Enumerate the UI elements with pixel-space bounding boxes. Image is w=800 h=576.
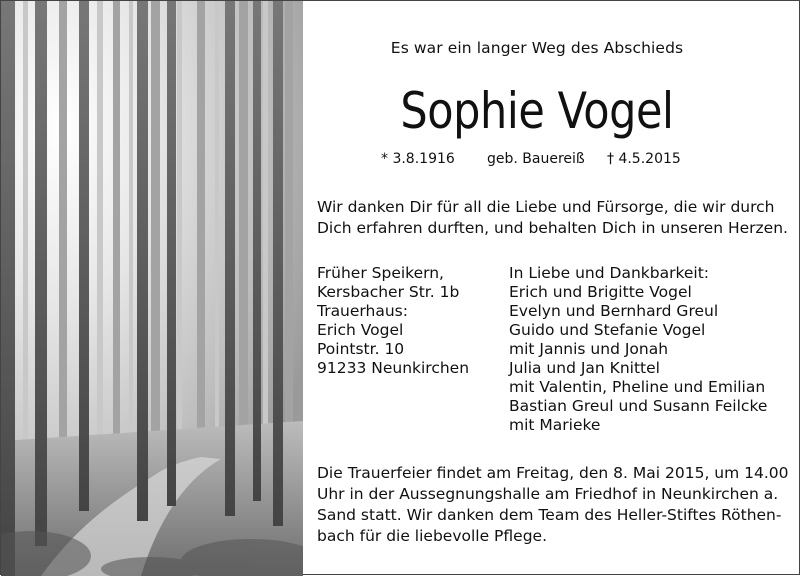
address-line: Pointstr. 10 — [317, 340, 405, 358]
family-line: mit Valentin, Pheline und Emilian — [509, 378, 766, 396]
deceased-name: Sophie Vogel — [400, 82, 674, 140]
family-line: Julia und Jan Knittel — [509, 359, 660, 377]
family-line: Erich und Brigitte Vogel — [509, 283, 692, 301]
address-line: 91233 Neunkirchen — [317, 359, 470, 377]
forest-image — [1, 1, 303, 576]
birth-date: * 3.8.1916 — [381, 151, 455, 167]
family-line: mit Jannis und Jonah — [509, 340, 669, 358]
notice-content — [317, 1, 787, 576]
family-block — [509, 264, 767, 435]
ceremony-text — [317, 463, 787, 547]
maiden-name: geb. Bauereiß — [487, 151, 585, 167]
family-line: Bastian Greul und Susann Feilcke — [509, 397, 768, 415]
thanks-line: Wir danken Dir für all die Liebe und Fürsorge, die wir durch — [317, 198, 775, 216]
death-date: † 4.5.2015 — [607, 151, 681, 167]
ceremony-line: Die Trauerfeier findet am Freitag, den 8. Mai 2015, um 14.00 — [317, 464, 789, 482]
family-line: mit Marieke — [509, 416, 601, 434]
family-line: In Liebe und Dankbarkeit: — [509, 264, 710, 282]
address-line: Kersbacher Str. 1b — [317, 283, 460, 301]
address-line: Trauerhaus: — [317, 302, 408, 320]
thanks-text — [317, 197, 787, 239]
ceremony-line: Sand statt. Wir danken dem Team des Heller-Stiftes Röthen- — [317, 506, 782, 524]
address-line: Erich Vogel — [317, 321, 404, 339]
family-line: Evelyn und Bernhard Greul — [509, 302, 719, 320]
ceremony-line: Uhr in der Aussegnungshalle am Friedhof in Neunkirchen a. — [317, 485, 779, 503]
ceremony-line: bach für die liebevolle Pflege. — [317, 527, 548, 545]
address-line: Früher Speikern, — [317, 264, 444, 282]
motto: Es war ein langer Weg des Abschieds — [390, 39, 684, 57]
address-block — [317, 264, 469, 378]
family-line: Guido und Stefanie Vogel — [509, 321, 706, 339]
thanks-line: Dich erfahren durften, und behalten Dich in unseren Herzen. — [317, 219, 788, 237]
forest-photo — [1, 1, 303, 576]
